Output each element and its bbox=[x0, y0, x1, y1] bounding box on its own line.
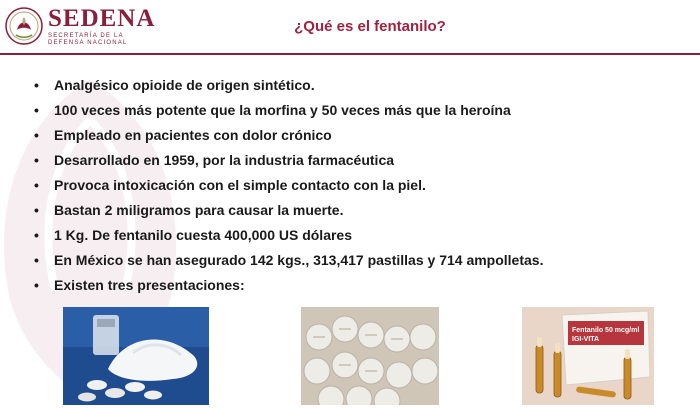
eagle-seal-icon bbox=[4, 6, 44, 46]
tablets-photo bbox=[301, 307, 439, 405]
bullet-item: • Empleado en pacientes con dolor crónico bbox=[32, 126, 682, 151]
bullet-item: • 100 veces más potente que la morfina y 50 veces más que la heroína bbox=[32, 101, 682, 126]
box-label-1: Fentanilo 50 mcg/ml bbox=[572, 327, 640, 334]
bullet-item: • Analgésico opioide de origen sintético. bbox=[32, 76, 682, 101]
bullet-item: • Desarrollado en 1959, por la industria farmacéutica bbox=[32, 151, 682, 176]
bullet-item: • Bastan 2 miligramos para causar la muerte. bbox=[32, 201, 682, 226]
bullet-list bbox=[32, 76, 682, 301]
bullet-item: • Existen tres presentaciones: bbox=[32, 276, 682, 301]
slide-header bbox=[0, 0, 700, 56]
logo-subtitle: SECRETARÍA DE LA DEFENSA NACIONAL bbox=[48, 33, 128, 46]
box-label-2: IGI-VITA bbox=[572, 336, 600, 343]
bullet-item: • En México se han asegurado 142 kgs., 313,417 pastillas y 714 ampolletas. bbox=[32, 251, 682, 276]
logo-title: SEDENA bbox=[48, 5, 156, 32]
header-divider bbox=[0, 53, 700, 55]
slide-title: ¿Qué es el fentanilo? bbox=[294, 18, 446, 35]
bullet-item: • Provoca intoxicación con el simple contacto con la piel. bbox=[32, 176, 682, 201]
powder-photo bbox=[63, 307, 209, 405]
ampoules-photo bbox=[522, 307, 654, 405]
bullet-item: • 1 Kg. De fentanilo cuesta 400,000 US dólares bbox=[32, 226, 682, 251]
